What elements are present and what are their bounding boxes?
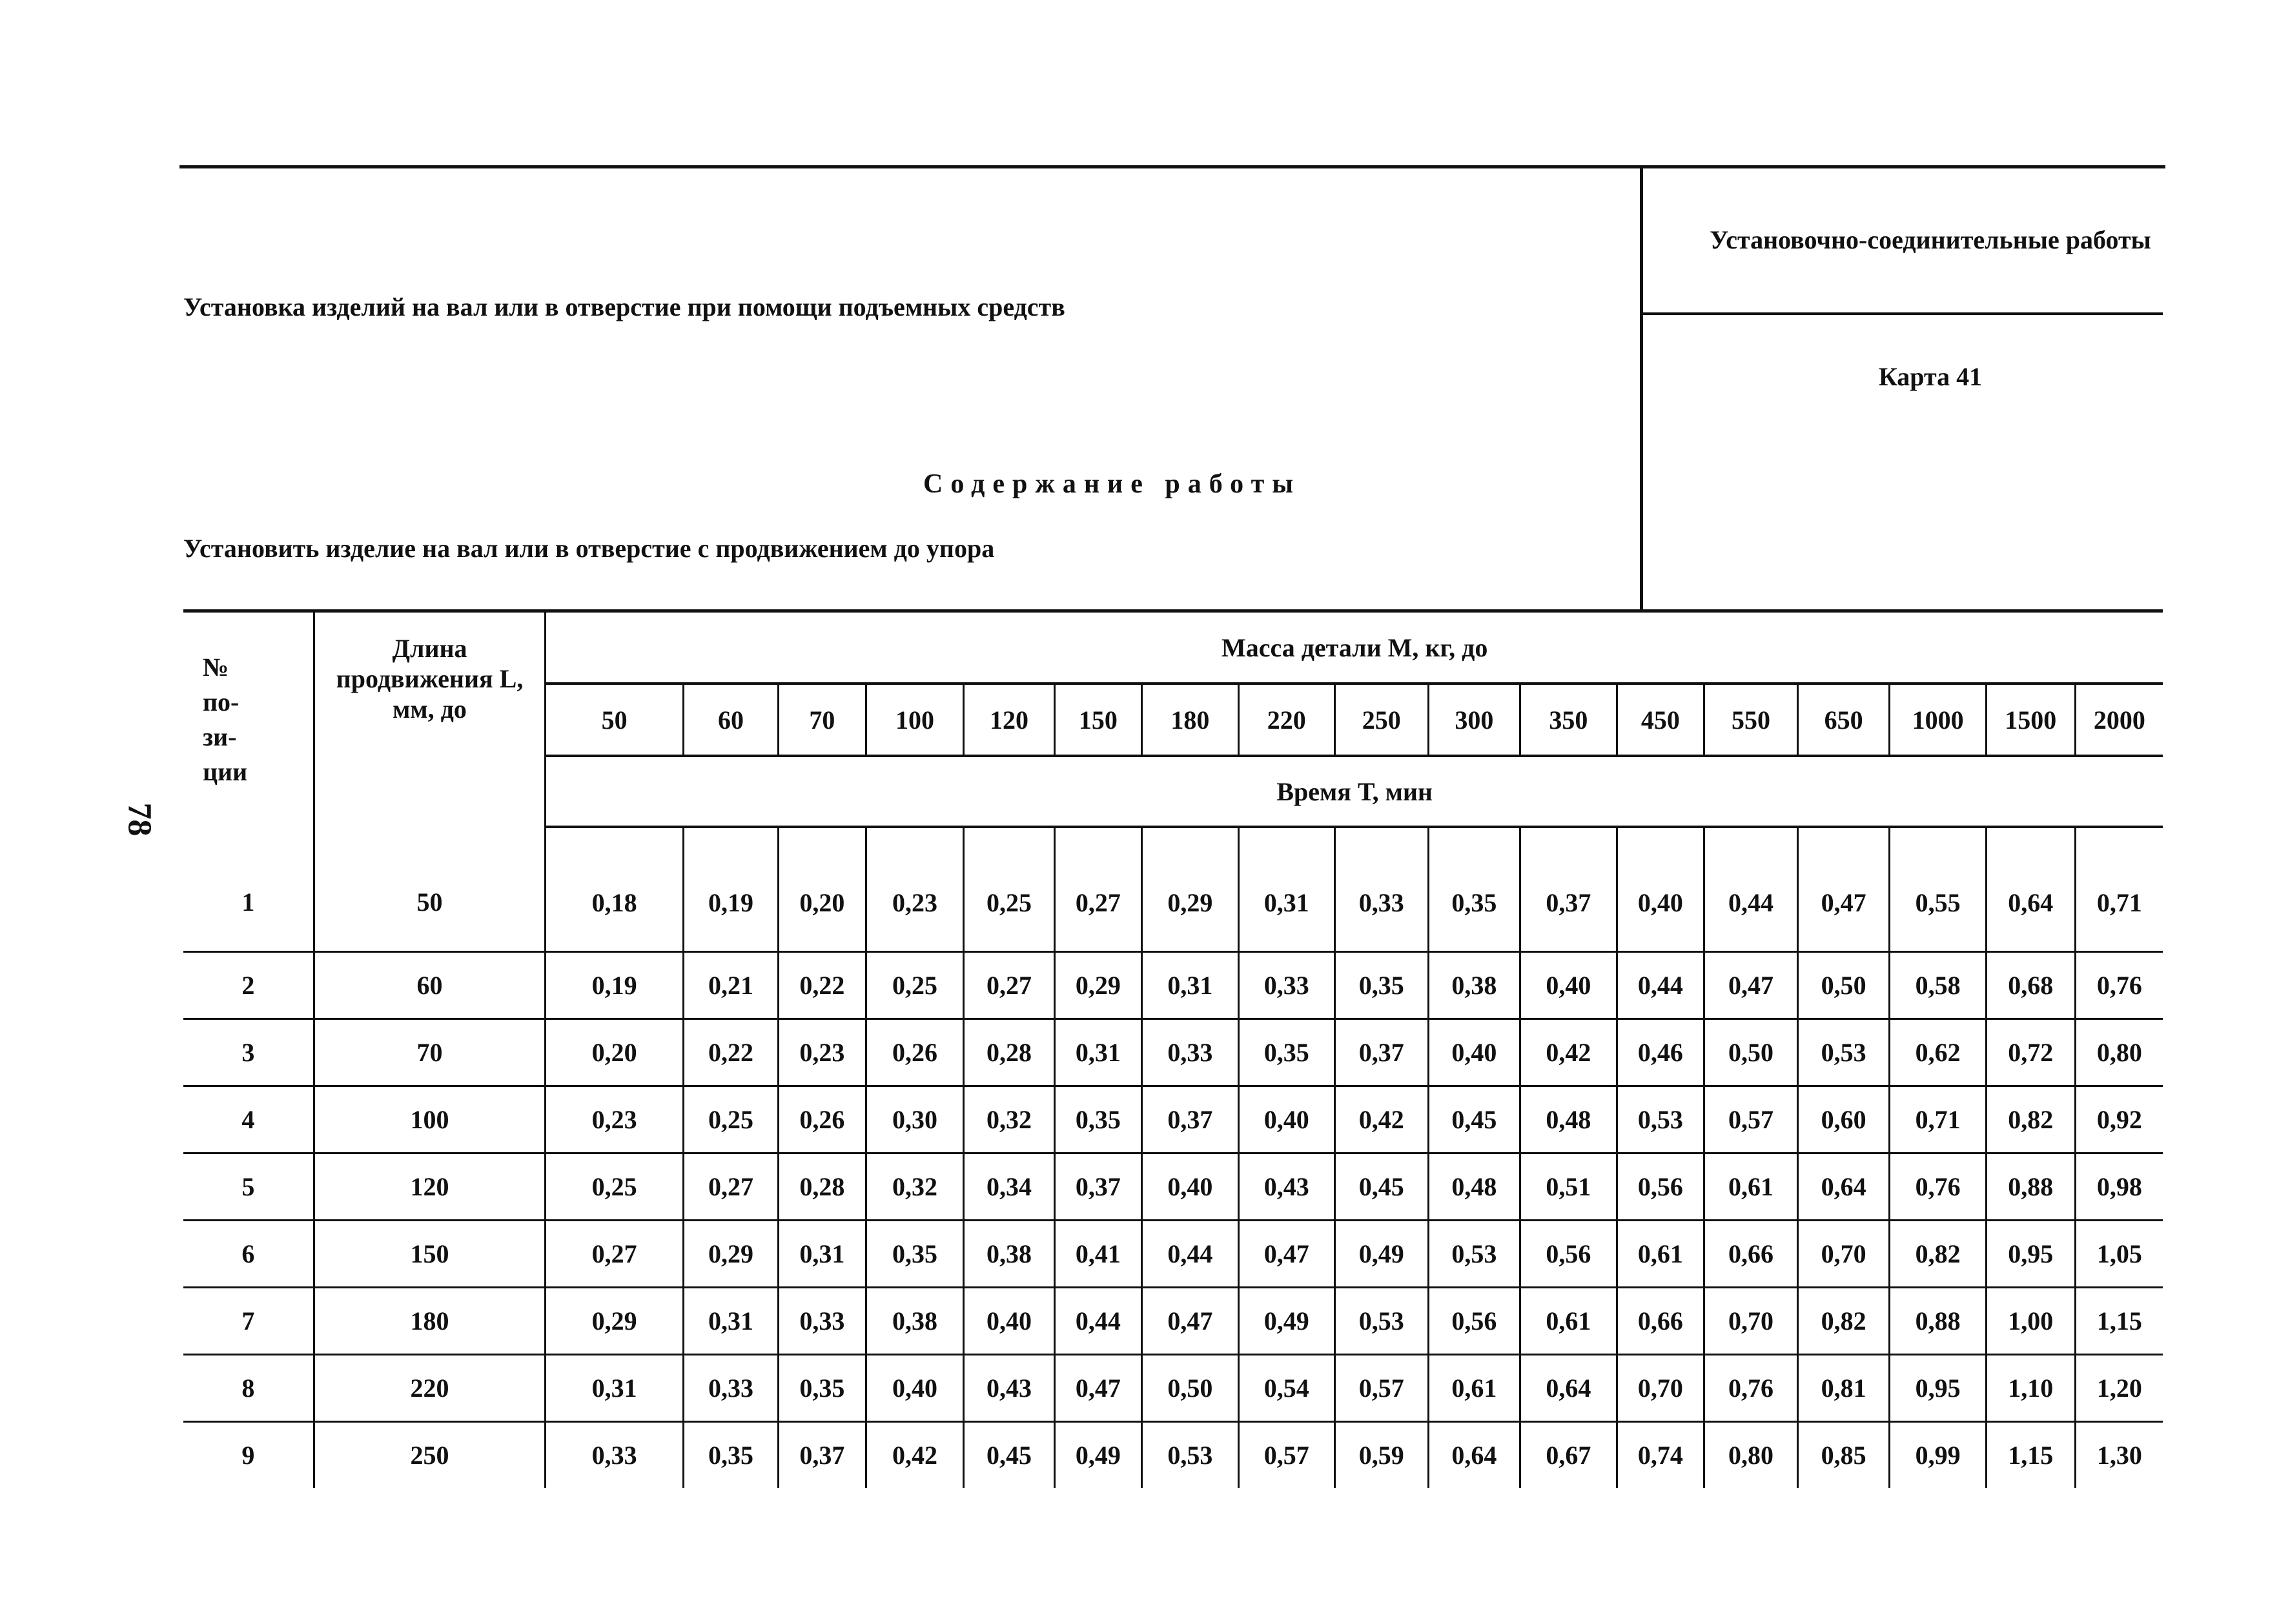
time-value-cell: 0,92 xyxy=(2075,1086,2163,1153)
time-value-cell: 0,42 xyxy=(1334,1086,1428,1153)
time-value-cell: 0,47 xyxy=(1238,1221,1334,1288)
time-value-cell: 0,59 xyxy=(1334,1422,1428,1488)
time-value-cell: 0,76 xyxy=(2075,952,2163,1019)
time-value-cell: 0,32 xyxy=(866,1153,964,1221)
time-value-cell: 0,44 xyxy=(1142,1221,1238,1288)
time-value-cell: 0,50 xyxy=(1797,952,1889,1019)
table-row xyxy=(183,1221,2163,1288)
time-value-cell: 0,33 xyxy=(1142,1019,1238,1086)
table-row xyxy=(183,1288,2163,1355)
header-divider xyxy=(1640,168,1643,611)
time-value-cell: 0,47 xyxy=(1142,1288,1238,1355)
time-value-cell: 0,43 xyxy=(1238,1153,1334,1221)
time-value-cell: 0,50 xyxy=(1704,1019,1798,1086)
document-title: Установка изделий на вал или в отверстие при помощи подъемных средств xyxy=(183,292,1065,321)
time-value-cell: 0,44 xyxy=(1704,827,1798,952)
time-value-cell: 0,27 xyxy=(1054,827,1142,952)
time-value-cell: 0,42 xyxy=(866,1422,964,1488)
time-value-cell: 0,47 xyxy=(1704,952,1798,1019)
time-value-cell: 0,38 xyxy=(964,1221,1054,1288)
mass-value-header: 220 xyxy=(1238,684,1334,756)
time-value-cell: 0,45 xyxy=(1428,1086,1520,1153)
time-value-cell: 0,53 xyxy=(1797,1019,1889,1086)
mass-value-header: 650 xyxy=(1797,684,1889,756)
time-value-cell: 0,37 xyxy=(1334,1019,1428,1086)
time-value-cell: 0,20 xyxy=(779,827,866,952)
table-row xyxy=(183,827,2163,952)
time-value-cell: 0,48 xyxy=(1520,1086,1617,1153)
time-value-cell: 0,27 xyxy=(684,1153,779,1221)
length-cell: 70 xyxy=(314,1019,546,1086)
time-value-cell: 1,15 xyxy=(1986,1422,2075,1488)
time-value-cell: 0,49 xyxy=(1334,1221,1428,1288)
time-value-cell: 0,22 xyxy=(779,952,866,1019)
time-value-cell: 0,88 xyxy=(1890,1288,1986,1355)
position-cell: 2 xyxy=(183,952,314,1019)
time-value-cell: 0,49 xyxy=(1238,1288,1334,1355)
time-value-cell: 0,76 xyxy=(1890,1153,1986,1221)
time-value-cell: 0,21 xyxy=(684,952,779,1019)
time-value-cell: 0,29 xyxy=(1142,827,1238,952)
time-value-cell: 0,54 xyxy=(1238,1355,1334,1422)
mass-value-header: 1000 xyxy=(1890,684,1986,756)
table-row xyxy=(183,1422,2163,1488)
time-value-cell: 0,37 xyxy=(779,1422,866,1488)
time-value-cell: 0,71 xyxy=(2075,827,2163,952)
mass-value-header: 50 xyxy=(546,684,684,756)
time-value-cell: 0,31 xyxy=(546,1355,684,1422)
time-value-cell: 0,70 xyxy=(1704,1288,1798,1355)
mass-value-header: 70 xyxy=(779,684,866,756)
time-value-cell: 0,99 xyxy=(1890,1422,1986,1488)
time-value-cell: 0,28 xyxy=(779,1153,866,1221)
page-number: 78 xyxy=(121,802,158,837)
content-text: Установить изделие на вал или в отверстие с продвижением до упора xyxy=(183,534,995,563)
position-cell: 3 xyxy=(183,1019,314,1086)
mass-value-header: 550 xyxy=(1704,684,1798,756)
mass-value-header: 250 xyxy=(1334,684,1428,756)
time-value-cell: 0,31 xyxy=(1054,1019,1142,1086)
time-value-cell: 0,66 xyxy=(1617,1288,1704,1355)
time-norms-table xyxy=(183,609,2163,1488)
time-value-cell: 0,46 xyxy=(1617,1019,1704,1086)
time-value-cell: 0,31 xyxy=(1238,827,1334,952)
time-value-cell: 0,25 xyxy=(866,952,964,1019)
time-value-cell: 0,76 xyxy=(1704,1355,1798,1422)
mass-value-header: 450 xyxy=(1617,684,1704,756)
position-cell: 1 xyxy=(183,827,314,952)
content-heading: Содержание работы xyxy=(923,469,1302,499)
time-value-cell: 0,56 xyxy=(1617,1153,1704,1221)
position-cell: 4 xyxy=(183,1086,314,1153)
time-value-cell: 0,67 xyxy=(1520,1422,1617,1488)
mass-header: Масса детали М, кг, до xyxy=(546,611,2163,684)
time-value-cell: 0,45 xyxy=(1334,1153,1428,1221)
table-row xyxy=(183,1086,2163,1153)
position-cell: 9 xyxy=(241,1441,255,1470)
time-value-cell: 0,61 xyxy=(1428,1355,1520,1422)
time-value-cell: 0,60 xyxy=(1797,1086,1889,1153)
section-title: Установочно-соединительные работы xyxy=(1710,225,2151,254)
time-value-cell: 0,40 xyxy=(1520,952,1617,1019)
time-value-cell: 0,37 xyxy=(1054,1153,1142,1221)
length-cell: 50 xyxy=(314,827,546,952)
time-value-cell: 0,57 xyxy=(1704,1086,1798,1153)
time-value-cell: 0,43 xyxy=(964,1355,1054,1422)
time-value-cell: 0,33 xyxy=(684,1355,779,1422)
time-value-cell: 0,41 xyxy=(1054,1221,1142,1288)
time-value-cell: 0,40 xyxy=(1238,1086,1334,1153)
time-value-cell: 0,29 xyxy=(684,1221,779,1288)
length-cell: 60 xyxy=(314,952,546,1019)
time-value-cell: 0,35 xyxy=(684,1422,779,1488)
time-value-cell: 0,47 xyxy=(1054,1355,1142,1422)
time-value-cell: 0,64 xyxy=(1797,1153,1889,1221)
time-value-cell: 0,80 xyxy=(2075,1019,2163,1086)
time-value-cell: 0,50 xyxy=(1142,1355,1238,1422)
time-value-cell: 0,53 xyxy=(1617,1086,1704,1153)
time-value-cell: 0,53 xyxy=(1334,1288,1428,1355)
time-value-cell: 0,66 xyxy=(1704,1221,1798,1288)
section-card-rule xyxy=(1643,312,2163,315)
time-value-cell: 1,30 xyxy=(2075,1422,2163,1488)
mass-value-header: 60 xyxy=(684,684,779,756)
time-value-cell: 0,81 xyxy=(1797,1355,1889,1422)
position-header-line: зи- xyxy=(203,722,237,751)
time-value-cell: 0,27 xyxy=(546,1221,684,1288)
time-value-cell: 0,64 xyxy=(1428,1422,1520,1488)
mass-value-header: 120 xyxy=(964,684,1054,756)
time-value-cell: 0,49 xyxy=(1054,1422,1142,1488)
time-value-cell: 0,27 xyxy=(964,952,1054,1019)
length-cell: 180 xyxy=(314,1288,546,1355)
time-value-cell: 0,19 xyxy=(546,952,684,1019)
time-value-cell: 0,40 xyxy=(1617,827,1704,952)
time-value-cell: 0,33 xyxy=(779,1288,866,1355)
time-value-cell: 0,38 xyxy=(866,1288,964,1355)
time-value-cell: 0,45 xyxy=(964,1422,1054,1488)
time-value-cell: 1,10 xyxy=(1986,1355,2075,1422)
time-value-cell: 0,44 xyxy=(1617,952,1704,1019)
time-value-cell: 0,71 xyxy=(1890,1086,1986,1153)
time-value-cell: 0,31 xyxy=(684,1288,779,1355)
time-value-cell: 0,64 xyxy=(1986,827,2075,952)
time-value-cell: 0,82 xyxy=(1986,1086,2075,1153)
time-value-cell: 0,20 xyxy=(546,1019,684,1086)
time-value-cell: 0,47 xyxy=(1797,827,1889,952)
table-row xyxy=(183,1019,2163,1086)
time-value-cell: 0,61 xyxy=(1520,1288,1617,1355)
time-value-cell: 0,29 xyxy=(546,1288,684,1355)
mass-value-header: 2000 xyxy=(2075,684,2163,756)
time-value-cell: 0,37 xyxy=(1142,1086,1238,1153)
time-value-cell: 0,64 xyxy=(1520,1355,1617,1422)
time-value-cell: 0,23 xyxy=(866,827,964,952)
table-row xyxy=(183,1355,2163,1422)
time-value-cell: 0,18 xyxy=(546,827,684,952)
time-value-cell: 0,53 xyxy=(1142,1422,1238,1488)
time-value-cell: 0,95 xyxy=(1986,1221,2075,1288)
length-column-header: Длина продвижения L, мм, до xyxy=(314,611,546,827)
mass-value-header: 1500 xyxy=(1986,684,2075,756)
mass-value-header: 350 xyxy=(1520,684,1617,756)
time-value-cell: 1,15 xyxy=(2075,1288,2163,1355)
table-row xyxy=(183,1153,2163,1221)
time-value-cell: 0,98 xyxy=(2075,1153,2163,1221)
time-value-cell: 0,55 xyxy=(1890,827,1986,952)
time-value-cell: 0,35 xyxy=(779,1355,866,1422)
time-value-cell: 0,23 xyxy=(779,1019,866,1086)
mass-value-header: 180 xyxy=(1142,684,1238,756)
time-value-cell: 0,82 xyxy=(1797,1288,1889,1355)
time-value-cell: 0,40 xyxy=(866,1355,964,1422)
time-value-cell: 0,82 xyxy=(1890,1221,1986,1288)
time-value-cell: 0,35 xyxy=(866,1221,964,1288)
time-value-cell: 0,31 xyxy=(1142,952,1238,1019)
time-header: Время Т, мин xyxy=(546,756,2163,827)
time-value-cell: 0,80 xyxy=(1704,1422,1798,1488)
time-value-cell: 0,57 xyxy=(1238,1422,1334,1488)
position-header-line: ции xyxy=(203,757,248,786)
table-row xyxy=(183,952,2163,1019)
time-value-cell: 0,28 xyxy=(964,1019,1054,1086)
time-value-cell: 1,00 xyxy=(1986,1288,2075,1355)
time-value-cell: 0,70 xyxy=(1617,1355,1704,1422)
length-cell: 120 xyxy=(314,1153,546,1221)
time-value-cell: 0,25 xyxy=(684,1086,779,1153)
top-rule xyxy=(179,165,2165,168)
mass-value-header: 150 xyxy=(1054,684,1142,756)
time-value-cell: 0,35 xyxy=(1238,1019,1334,1086)
time-value-cell: 0,25 xyxy=(964,827,1054,952)
position-cell: 8 xyxy=(183,1355,314,1422)
time-value-cell: 0,40 xyxy=(964,1288,1054,1355)
position-cell: 5 xyxy=(183,1153,314,1221)
time-value-cell: 0,61 xyxy=(1704,1153,1798,1221)
time-value-cell: 0,35 xyxy=(1334,952,1428,1019)
time-value-cell: 0,61 xyxy=(1617,1221,1704,1288)
time-value-cell: 1,05 xyxy=(2075,1221,2163,1288)
time-value-cell: 0,68 xyxy=(1986,952,2075,1019)
time-value-cell: 0,33 xyxy=(546,1422,684,1488)
time-value-cell: 0,22 xyxy=(684,1019,779,1086)
length-cell: 100 xyxy=(314,1086,546,1153)
position-header-line: № xyxy=(203,653,229,682)
time-value-cell: 0,51 xyxy=(1520,1153,1617,1221)
time-value-cell: 0,95 xyxy=(1890,1355,1986,1422)
time-value-cell: 0,26 xyxy=(779,1086,866,1153)
time-value-cell: 0,56 xyxy=(1520,1221,1617,1288)
length-cell: 150 xyxy=(314,1221,546,1288)
time-value-cell: 0,35 xyxy=(1428,827,1520,952)
mass-value-header: 300 xyxy=(1428,684,1520,756)
time-value-cell: 0,32 xyxy=(964,1086,1054,1153)
time-value-cell: 0,33 xyxy=(1238,952,1334,1019)
time-value-cell: 0,23 xyxy=(546,1086,684,1153)
time-value-cell: 0,62 xyxy=(1890,1019,1986,1086)
time-value-cell: 0,37 xyxy=(1520,827,1617,952)
time-value-cell: 0,56 xyxy=(1428,1288,1520,1355)
time-value-cell: 0,33 xyxy=(1334,827,1428,952)
time-value-cell: 0,34 xyxy=(964,1153,1054,1221)
time-value-cell: 0,53 xyxy=(1428,1221,1520,1288)
time-value-cell: 0,57 xyxy=(1334,1355,1428,1422)
time-value-cell: 0,85 xyxy=(1797,1422,1889,1488)
card-number: Карта 41 xyxy=(1878,362,1983,391)
time-value-cell: 0,72 xyxy=(1986,1019,2075,1086)
time-value-cell: 0,26 xyxy=(866,1019,964,1086)
position-cell: 6 xyxy=(183,1221,314,1288)
time-value-cell: 0,29 xyxy=(1054,952,1142,1019)
time-value-cell: 0,58 xyxy=(1890,952,1986,1019)
time-value-cell: 0,48 xyxy=(1428,1153,1520,1221)
length-cell: 220 xyxy=(314,1355,546,1422)
time-value-cell: 0,40 xyxy=(1142,1153,1238,1221)
length-cell: 250 xyxy=(314,1422,546,1488)
time-value-cell: 0,40 xyxy=(1428,1019,1520,1086)
time-value-cell: 0,74 xyxy=(1617,1422,1704,1488)
position-column-header xyxy=(183,611,314,827)
mass-value-header: 100 xyxy=(866,684,964,756)
time-value-cell: 0,19 xyxy=(684,827,779,952)
time-value-cell: 0,70 xyxy=(1797,1221,1889,1288)
position-cell: 7 xyxy=(183,1288,314,1355)
time-value-cell: 0,35 xyxy=(1054,1086,1142,1153)
time-value-cell: 0,31 xyxy=(779,1221,866,1288)
time-value-cell: 0,42 xyxy=(1520,1019,1617,1086)
time-value-cell: 0,88 xyxy=(1986,1153,2075,1221)
position-header-line: по- xyxy=(203,687,240,716)
time-value-cell: 0,38 xyxy=(1428,952,1520,1019)
time-value-cell: 0,44 xyxy=(1054,1288,1142,1355)
time-value-cell: 0,30 xyxy=(866,1086,964,1153)
time-value-cell: 0,25 xyxy=(546,1153,684,1221)
time-value-cell: 1,20 xyxy=(2075,1355,2163,1422)
